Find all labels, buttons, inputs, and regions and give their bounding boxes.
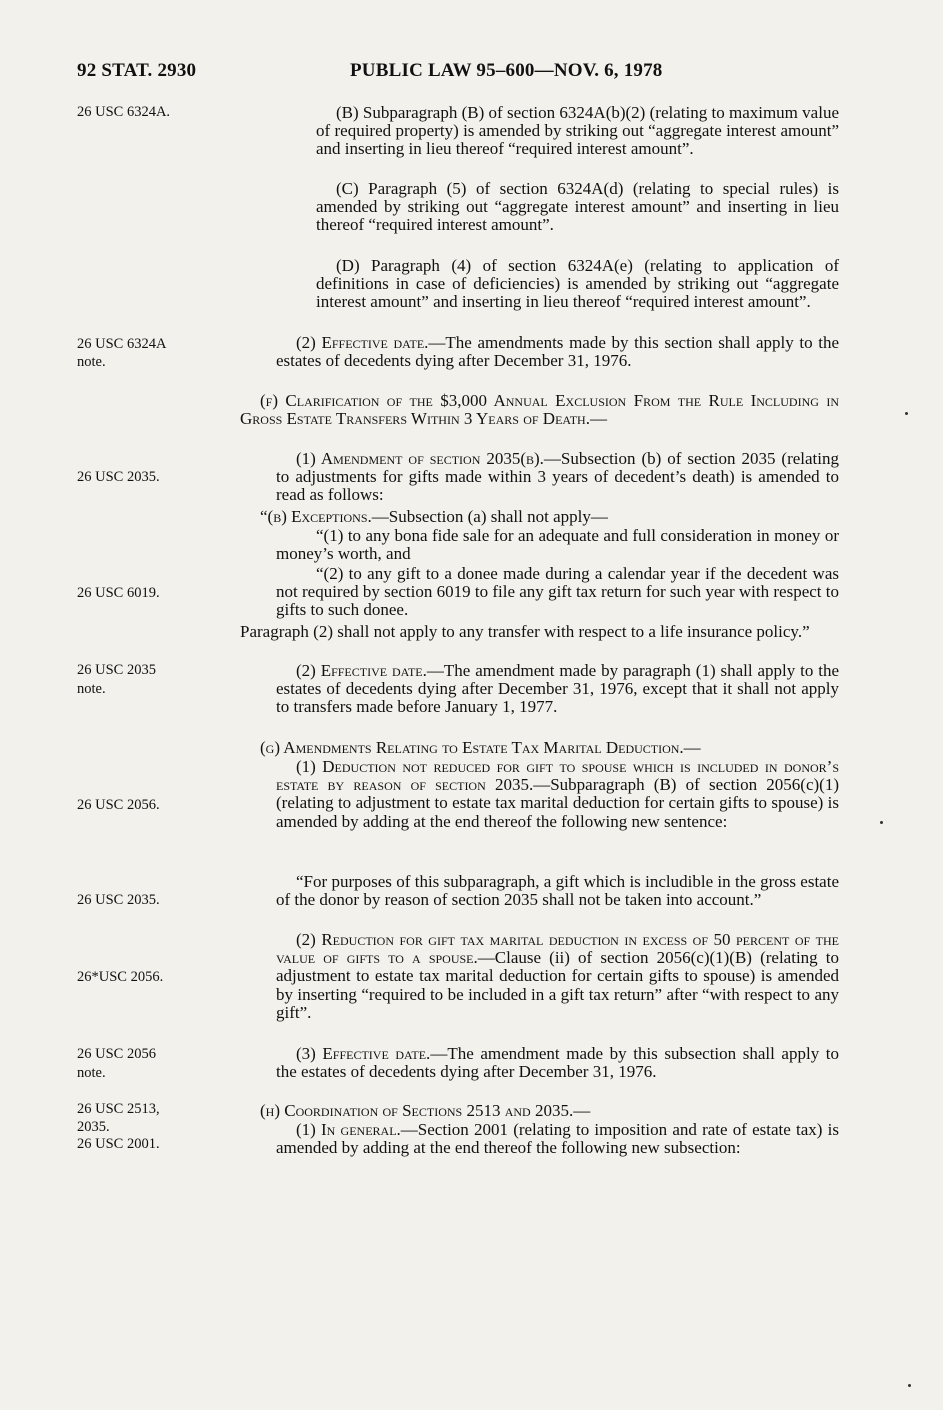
subsection-heading: (f) Clarification of the $3,000 Annual Exclusion From the Rule Including in Gross Estate Transfers Within 3 Years of Death.— bbox=[240, 391, 839, 429]
paragraph-amendment-2035b bbox=[276, 450, 839, 505]
subsection-h-heading bbox=[240, 1102, 839, 1120]
paragraph-heading: (2) Effective date. bbox=[296, 661, 427, 680]
margin-note: 26 USC 6019. bbox=[77, 585, 160, 601]
paragraph-heading: “(b) Exceptions. bbox=[260, 507, 372, 526]
quoted-clause-2: “(2) to any gift to a donee made during a calendar year if the decedent was not required by section 6019 to file any gift tax return for such year with respect to gifts to such donee. bbox=[276, 564, 839, 620]
paragraph-heading: (3) Effective date. bbox=[296, 1044, 431, 1063]
margin-note: 26*USC 2056. bbox=[77, 969, 164, 985]
margin-note: note. bbox=[77, 681, 106, 697]
margin-note: 26 USC 6324A. bbox=[77, 104, 171, 120]
paragraph-d: (D) Paragraph (4) of section 6324A(e) (relating to application of definitions in case of deficiencies) is amended by striking out “aggregate interest amount” and inserting in lieu thereof “required interest amount”. bbox=[316, 256, 839, 312]
margin-note: 26 USC 6324A bbox=[77, 336, 167, 352]
quoted-clause-1: “(1) to any bona fide sale for an adequate and full consideration in money or money’s worth, and bbox=[276, 526, 839, 564]
scan-speck bbox=[880, 821, 883, 824]
paragraph-text: —The amendments made by this section shall apply to the estates of decedents dying after December 31, 1976. bbox=[276, 333, 839, 371]
paragraph-heading: (1) In general. bbox=[296, 1120, 401, 1139]
paragraph-heading: (1) Amendment of section 2035(b). bbox=[296, 449, 544, 468]
margin-note: note. bbox=[77, 354, 106, 370]
paragraph-text: —Section 2001 (relating to imposition and rate of estate tax) is amended by adding at the end thereof the following new subsection: bbox=[276, 1120, 839, 1158]
paragraph-heading: (2) Reduction for gift tax marital deduction in excess of 50 percent of the value of gifts to a spouse. bbox=[276, 930, 839, 968]
paragraph-text: —Subparagraph (B) of section 2056(c)(1) (relating to adjustment to estate tax marital deduction for certain gifts to spouse) is amended by adding at the end thereof the following new sentence: bbox=[276, 775, 839, 831]
subsection-f-heading bbox=[240, 392, 839, 428]
margin-note: 26 USC 2035. bbox=[77, 892, 160, 908]
margin-note: 26 USC 2035. bbox=[77, 469, 160, 485]
paragraph-in-general bbox=[276, 1121, 839, 1157]
paragraph-heading: (1) Deduction not reduced for gift to spouse which is included in donor’s estate by reason of section 2035. bbox=[276, 757, 839, 795]
paragraph-c: (C) Paragraph (5) of section 6324A(d) (relating to special rules) is amended by striking out “aggregate interest amount” and inserting in lieu thereof “required interest amount”. bbox=[316, 179, 839, 235]
paragraph-text: —Clause (ii) of section 2056(c)(1)(B) (relating to adjustment to estate tax marital deduction for certain gifts to spouse) is amended by inserting “required to be included in a gift tax return” after “with respect to any gift”. bbox=[276, 948, 840, 1022]
subsection-heading: (g) Amendments Relating to Estate Tax Marital Deduction.— bbox=[260, 738, 701, 757]
margin-note: 26 USC 2001. bbox=[77, 1136, 160, 1152]
paragraph-effective-date-g bbox=[276, 1045, 839, 1081]
closing-paragraph: Paragraph (2) shall not apply to any transfer with respect to a life insurance policy.” bbox=[240, 622, 810, 641]
subsection-heading: (h) Coordination of Sections 2513 and 2035.— bbox=[260, 1101, 591, 1120]
paragraph-b: (B) Subparagraph (B) of section 6324A(b)(2) (relating to maximum value of required property) is amended by striking out “aggregate interest amount” and inserting in lieu thereof “required interest amount”. bbox=[316, 103, 839, 159]
quoted-sentence: “For purposes of this subparagraph, a gift which is includible in the gross estate of the donor by reason of section 2035 shall not be taken into account.” bbox=[276, 872, 839, 910]
scan-speck bbox=[908, 1384, 911, 1387]
margin-note: 2035. bbox=[77, 1119, 110, 1135]
paragraph-effective-date-f bbox=[276, 662, 839, 717]
margin-note: 26 USC 2035 bbox=[77, 662, 156, 678]
paragraph-deduction-not-reduced bbox=[276, 758, 839, 831]
paragraph-text: —The amendment made by this subsection shall apply to the estates of decedents dying after December 31, 1976. bbox=[276, 1044, 840, 1082]
scan-speck bbox=[905, 412, 908, 415]
margin-note: note. bbox=[77, 1065, 106, 1081]
paragraph-text: —The amendment made by paragraph (1) shall apply to the estates of decedents dying after December 31, 1976, except that it shall not apply to transfers made before January 1, 1977. bbox=[276, 661, 840, 717]
paragraph-text: —Subsection (b) of section 2035 (relating to adjustments for gifts made within 3 years of decedent’s death) is amended to read as follows: bbox=[276, 449, 840, 505]
subsection-g-heading bbox=[240, 739, 839, 757]
margin-note: 26 USC 2056. bbox=[77, 797, 160, 813]
statute-page-number: 92 STAT. 2930 bbox=[77, 60, 197, 81]
paragraph-text: —Subsection (a) shall not apply— bbox=[371, 507, 608, 526]
running-header: PUBLIC LAW 95–600—NOV. 6, 1978 bbox=[350, 60, 663, 81]
paragraph-effective-date-e bbox=[276, 334, 839, 370]
quoted-subsection-b bbox=[240, 508, 839, 526]
paragraph-reduction-marital bbox=[276, 931, 839, 1022]
margin-note: 26 USC 2513, bbox=[77, 1101, 160, 1117]
margin-note: 26 USC 2056 bbox=[77, 1046, 156, 1062]
paragraph-heading: (2) Effective date. bbox=[296, 333, 429, 352]
